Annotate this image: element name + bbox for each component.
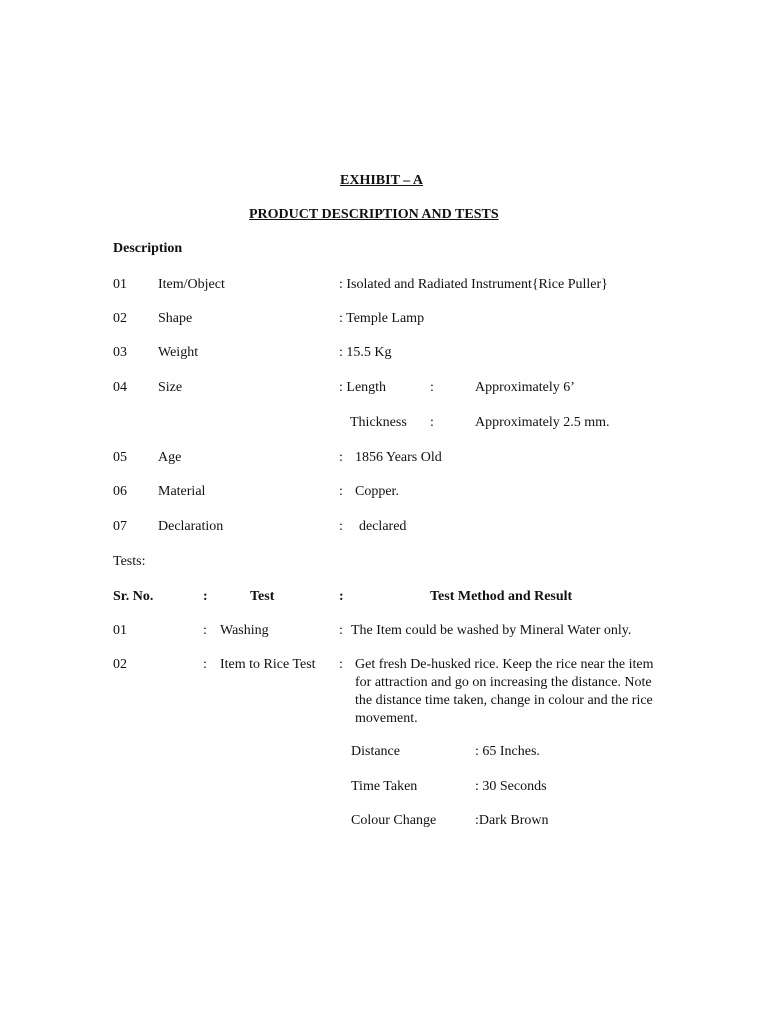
row-number: 04 [113, 380, 127, 395]
row-value: Copper. [355, 484, 399, 499]
row-colon: : [339, 519, 343, 534]
row-number: 01 [113, 277, 127, 292]
length-colon: : [430, 380, 434, 395]
row-label: Shape [158, 311, 193, 326]
row-number: 07 [113, 519, 127, 534]
row-number: 05 [113, 450, 127, 465]
document-title: PRODUCT DESCRIPTION AND TESTS [249, 207, 499, 222]
exhibit-title: EXHIBIT – A [340, 173, 423, 188]
row-label: Weight [158, 345, 199, 360]
header-colon: : [203, 589, 208, 604]
description-heading: Description [113, 241, 183, 256]
test-number: 01 [113, 623, 127, 638]
row-value: : Length [339, 380, 387, 395]
result-label: Colour Change [351, 813, 437, 828]
thickness-label: Thickness [350, 415, 407, 430]
row-label: Declaration [158, 519, 224, 534]
result-value: : 30 Seconds [475, 779, 547, 794]
row-colon: : [339, 450, 343, 465]
srno-header: Sr. No. [113, 589, 154, 604]
test-colon: : [339, 657, 343, 672]
test-colon: : [203, 657, 207, 672]
row-value: : Temple Lamp [339, 311, 425, 326]
thickness-colon: : [430, 415, 434, 430]
test-header: Test [250, 589, 275, 604]
result-label: Distance [351, 744, 400, 759]
row-value: : Isolated and Radiated Instrument{Rice Puller} [339, 277, 608, 292]
test-name: Washing [220, 623, 269, 638]
row-number: 02 [113, 311, 127, 326]
row-label: Material [158, 484, 206, 499]
row-value: : 15.5 Kg [339, 345, 392, 360]
row-label: Size [158, 380, 183, 395]
result-value: :Dark Brown [475, 813, 549, 828]
row-label: Item/Object [158, 277, 225, 292]
row-colon: : [339, 484, 343, 499]
row-number: 06 [113, 484, 127, 499]
length-value: Approximately 6’ [475, 380, 575, 395]
test-colon: : [339, 623, 343, 638]
row-value: 1856 Years Old [355, 450, 442, 465]
test-method: The Item could be washed by Mineral Water only. [351, 623, 632, 638]
thickness-value: Approximately 2.5 mm. [475, 415, 610, 430]
test-number: 02 [113, 657, 127, 672]
row-label: Age [158, 450, 182, 465]
tests-heading: Tests: [113, 554, 146, 569]
row-value: declared [359, 519, 407, 534]
method-header: Test Method and Result [430, 589, 573, 604]
test-method: Get fresh De-husked rice. Keep the rice near the item for attraction and go on increasing the distance. Note the distance time taken, change in colour and the rice movement. [355, 657, 654, 726]
result-label: Time Taken [351, 779, 418, 794]
result-value: : 65 Inches. [475, 744, 540, 759]
test-name: Item to Rice Test [220, 657, 316, 672]
row-number: 03 [113, 345, 127, 360]
header-colon: : [339, 589, 344, 604]
test-colon: : [203, 623, 207, 638]
